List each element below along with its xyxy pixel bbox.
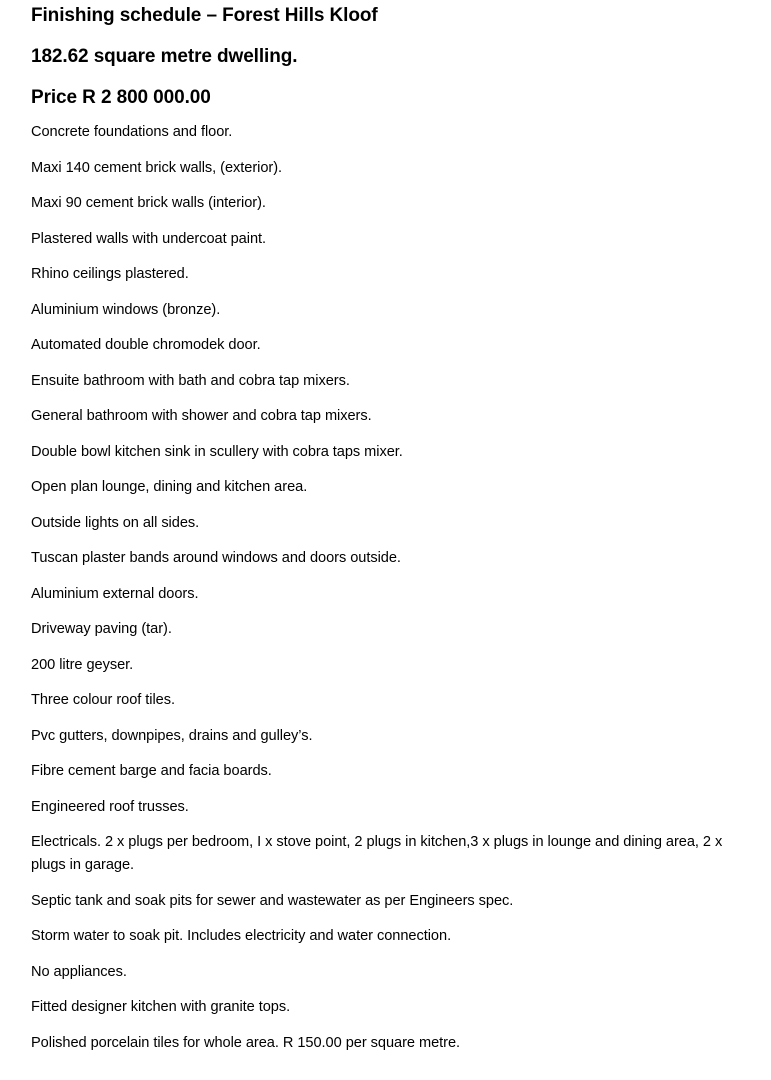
list-item: Ensuite bathroom with bath and cobra tap mixers. [31,372,350,389]
list-item: Concrete foundations and floor. [31,124,233,140]
list-item: Outside lights on all sides. [31,514,200,531]
list-item: No appliances. [31,963,127,980]
list-item: Automated double chromodek door. [31,337,261,353]
document-title: Finishing schedule – Forest Hills Kloof [31,5,378,26]
finishing-items-list [31,121,731,1055]
finishing-schedule-document [31,4,731,1067]
list-item: Driveway paving (tar). [31,621,172,637]
list-item: Engineered roof trusses. [31,798,189,815]
dwelling-size: 182.62 square metre dwelling. [31,46,298,67]
list-item: Aluminium external doors. [31,585,199,602]
list-item: General bathroom with shower and cobra tap mixers. [31,408,372,424]
list-item: Fitted designer kitchen with granite tops. [31,999,291,1015]
list-item: Electricals. 2 x plugs per bedroom, I x stove point, 2 plugs in kitchen,3 x plugs in lounge and dining area, 2 x plugs in garage. [31,834,723,873]
list-item: Double bowl kitchen sink in scullery with cobra taps mixer. [31,443,403,460]
list-item: Maxi 90 cement brick walls (interior). [31,195,266,211]
list-item: Septic tank and soak pits for sewer and wastewater as per Engineers spec. [31,892,514,909]
list-item: Fibre cement barge and facia boards. [31,763,272,779]
list-item: Plastered walls with undercoat paint. [31,230,267,247]
list-item: Polished porcelain tiles for whole area. R 150.00 per square metre. [31,1034,461,1051]
list-item: Tuscan plaster bands around windows and doors outside. [31,550,401,566]
list-item: Maxi 140 cement brick walls, (exterior). [31,159,283,176]
list-item: Pvc gutters, downpipes, drains and gulley’s. [31,727,313,744]
list-item: Open plan lounge, dining and kitchen area. [31,479,308,495]
list-item: Aluminium windows (bronze). [31,301,221,318]
list-item: Three colour roof tiles. [31,692,175,708]
list-item: 200 litre geyser. [31,656,134,673]
price: Price R 2 800 000.00 [31,87,211,108]
list-item: Storm water to soak pit. Includes electricity and water connection. [31,928,452,944]
list-item: Rhino ceilings plastered. [31,266,189,282]
